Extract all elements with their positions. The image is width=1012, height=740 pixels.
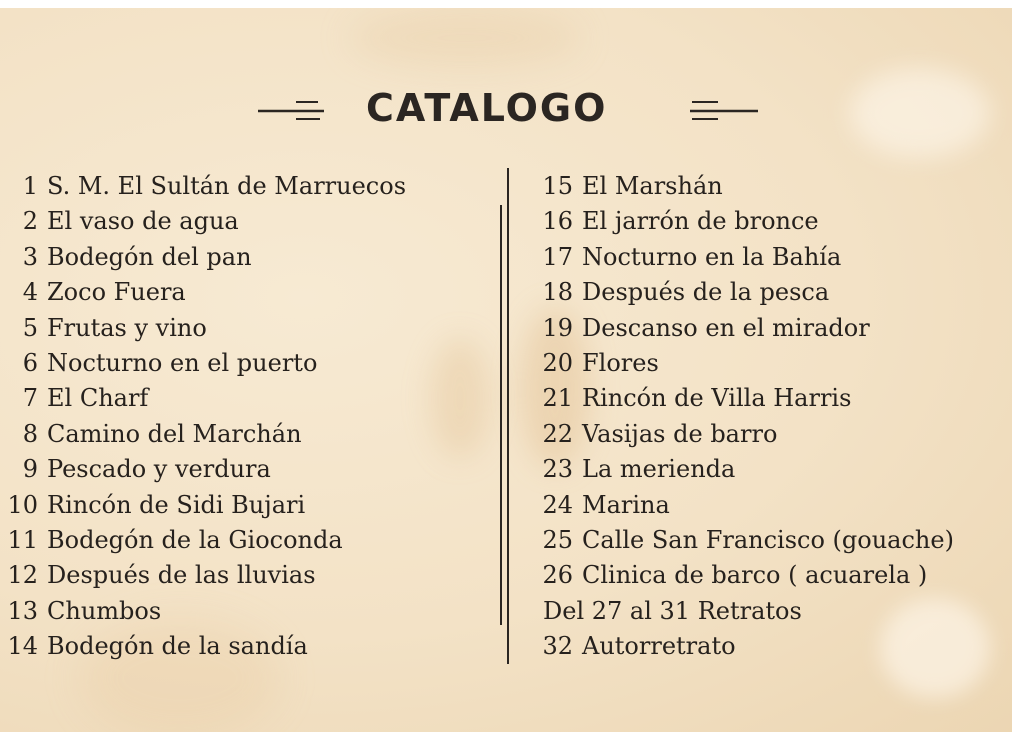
catalog-left-column bbox=[0, 169, 500, 664]
catalog-entry bbox=[0, 558, 500, 593]
entry-number: 10 bbox=[7, 490, 38, 519]
entry-title: Calle San Francisco (gouache) bbox=[582, 525, 954, 554]
catalog-entry bbox=[0, 417, 500, 452]
catalog-entry bbox=[0, 629, 500, 664]
entry-number: 4 bbox=[22, 278, 38, 307]
entry-title: Autorretrato bbox=[582, 632, 736, 661]
entry-title: Bodegón de la Gioconda bbox=[47, 525, 343, 554]
right-ornament-icon bbox=[688, 98, 758, 126]
entry-number: 18 bbox=[542, 278, 573, 307]
catalog-entry bbox=[535, 381, 1012, 416]
entry-title: Chumbos bbox=[47, 596, 162, 625]
entry-title: Bodegón del pan bbox=[47, 242, 252, 271]
entry-number: 7 bbox=[22, 384, 38, 413]
catalog-entry bbox=[535, 594, 1012, 629]
catalog-title: CATALOGO bbox=[366, 86, 608, 130]
catalog-entry bbox=[535, 240, 1012, 275]
entry-number: 1 bbox=[22, 172, 38, 200]
catalog-entry bbox=[535, 204, 1012, 239]
entry-number: 25 bbox=[542, 525, 573, 554]
column-divider bbox=[507, 168, 509, 664]
catalog-entry bbox=[535, 629, 1012, 664]
entry-number: 8 bbox=[22, 419, 38, 448]
catalog-header bbox=[0, 82, 1012, 142]
entry-number: 21 bbox=[542, 384, 573, 413]
catalog-entry bbox=[0, 169, 500, 204]
entry-number: 19 bbox=[542, 313, 573, 342]
entry-title: Bodegón de la sandía bbox=[47, 632, 308, 661]
catalog-entry bbox=[535, 417, 1012, 452]
entry-title: Rincón de Villa Harris bbox=[582, 384, 852, 413]
catalog-entry bbox=[535, 558, 1012, 593]
paper-stain bbox=[350, 8, 580, 68]
entry-number: 20 bbox=[542, 348, 573, 377]
entry-title: Pescado y verdura bbox=[47, 455, 271, 484]
entry-title: Nocturno en el puerto bbox=[47, 348, 318, 377]
entry-title: El vaso de agua bbox=[47, 207, 239, 236]
entry-number: 6 bbox=[22, 348, 38, 377]
column-divider-inner bbox=[500, 205, 502, 625]
catalog-entry bbox=[0, 381, 500, 416]
entry-title: El Charf bbox=[47, 384, 149, 413]
catalog-entry bbox=[535, 275, 1012, 310]
catalog-entry bbox=[0, 240, 500, 275]
catalog-right-column bbox=[535, 169, 1012, 664]
entry-number: 32 bbox=[542, 632, 573, 661]
entry-title: Después de la pesca bbox=[582, 278, 830, 307]
entry-number: 13 bbox=[7, 596, 38, 625]
entry-title: S. M. El Sultán de Marruecos bbox=[47, 172, 407, 200]
entry-number: 15 bbox=[542, 172, 573, 200]
catalog-entry bbox=[0, 346, 500, 381]
catalog-entry bbox=[535, 488, 1012, 523]
entry-number: 17 bbox=[542, 242, 573, 271]
catalog-entry bbox=[535, 346, 1012, 381]
entry-title: El Marshán bbox=[582, 172, 723, 200]
entry-title: Vasijas de barro bbox=[582, 419, 778, 448]
catalog-entry bbox=[0, 523, 500, 558]
left-ornament-icon bbox=[258, 98, 328, 126]
entry-title: Del 27 al 31 Retratos bbox=[543, 596, 802, 625]
entry-title: Frutas y vino bbox=[47, 313, 207, 342]
entry-number: 2 bbox=[22, 207, 38, 236]
entry-number: 9 bbox=[22, 455, 38, 484]
entry-title: La merienda bbox=[582, 455, 736, 484]
entry-title: Zoco Fuera bbox=[47, 278, 186, 307]
catalog-entry bbox=[0, 594, 500, 629]
catalog-entry bbox=[535, 452, 1012, 487]
entry-number: 11 bbox=[7, 525, 38, 554]
entry-title: Marina bbox=[582, 490, 670, 519]
catalog-entry bbox=[0, 204, 500, 239]
entry-number: 26 bbox=[542, 561, 573, 590]
entry-title: Camino del Marchán bbox=[47, 419, 302, 448]
entry-title: Rincón de Sidi Bujari bbox=[47, 490, 306, 519]
catalog-entry bbox=[0, 452, 500, 487]
catalog-entry bbox=[535, 523, 1012, 558]
entry-number: 5 bbox=[22, 313, 38, 342]
entry-number: 3 bbox=[22, 242, 38, 271]
entry-title: Después de las lluvias bbox=[47, 561, 316, 590]
entry-number: 16 bbox=[542, 207, 573, 236]
entry-title: Flores bbox=[582, 348, 659, 377]
entry-number: 23 bbox=[542, 455, 573, 484]
entry-number: 24 bbox=[542, 490, 573, 519]
entry-title: Nocturno en la Bahía bbox=[582, 242, 842, 271]
catalog-entry bbox=[0, 488, 500, 523]
entry-number: 22 bbox=[542, 419, 573, 448]
entry-title: Clinica de barco ( acuarela ) bbox=[582, 561, 928, 590]
entry-title: El jarrón de bronce bbox=[582, 207, 819, 236]
entry-number: 12 bbox=[7, 561, 38, 590]
catalog-entry bbox=[0, 311, 500, 346]
entry-number: 14 bbox=[7, 632, 38, 661]
entry-title: Descanso en el mirador bbox=[582, 313, 870, 342]
catalog-entry bbox=[0, 275, 500, 310]
catalog-entry bbox=[535, 169, 1012, 204]
catalog-entry bbox=[535, 311, 1012, 346]
